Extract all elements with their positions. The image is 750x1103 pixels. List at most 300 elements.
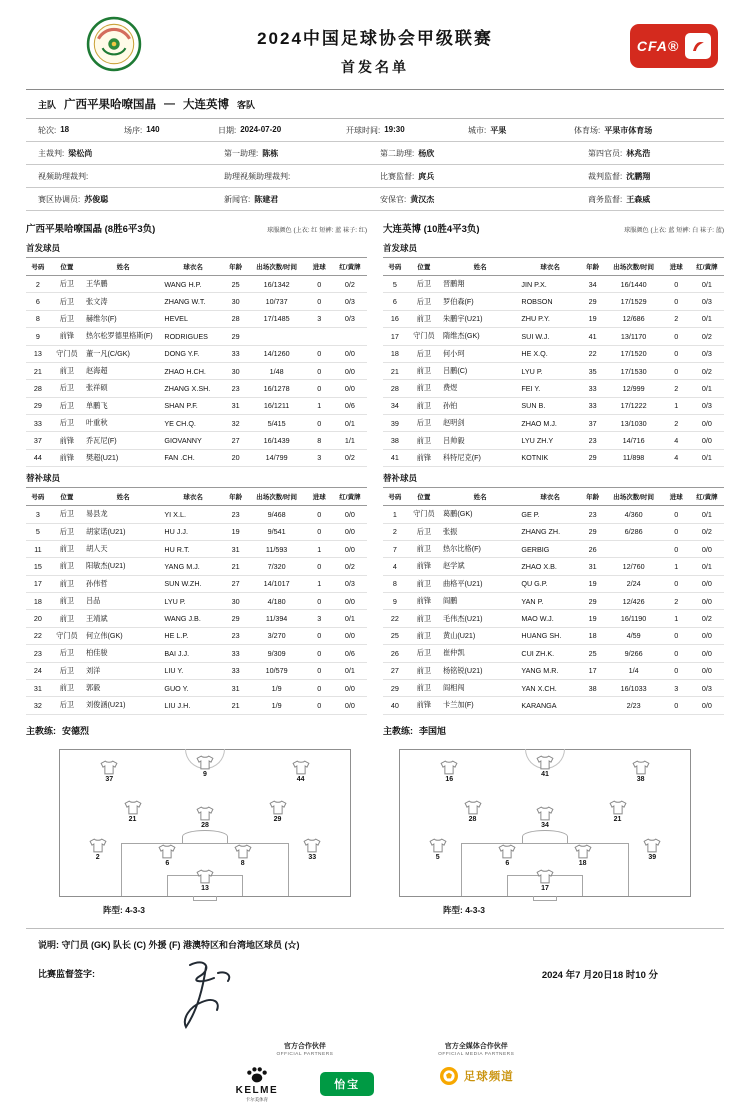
player-cards: 0/2 [333, 276, 367, 293]
player-jersey-name: KOTNIK [519, 449, 580, 466]
column-header: 进球 [663, 258, 690, 276]
player-apps-time: 1/9 [248, 697, 306, 714]
player-goals: 0 [663, 627, 690, 644]
column-header: 红/黄牌 [333, 258, 367, 276]
home-subs-body [26, 506, 367, 715]
player-name: 张祥硕 [84, 380, 162, 397]
jersey-icon [196, 755, 214, 770]
player-cards: 0/2 [690, 523, 724, 540]
player-position: 前卫 [50, 362, 84, 379]
player-marker [94, 760, 124, 783]
player-cards: 0/2 [333, 558, 367, 575]
signature [156, 955, 266, 1039]
player-position: 后卫 [50, 645, 84, 662]
player-name: 晋鹏翔 [441, 276, 519, 293]
player-goals: 0 [663, 523, 690, 540]
player-number: 5 [383, 276, 407, 293]
player-number: 40 [383, 697, 407, 714]
player-goals: 0 [306, 362, 333, 379]
player-goals: 3 [306, 610, 333, 627]
player-marker [263, 800, 293, 823]
player-goals: 0 [663, 328, 690, 345]
player-marker [297, 838, 327, 861]
cfa-emblem-icon [685, 33, 711, 59]
kelme-chinese-name: 卡尔美体育 [245, 1096, 269, 1102]
info-field-label: 体育场: [574, 125, 601, 135]
player-cards: 0/3 [690, 345, 724, 362]
player-cards: 0/2 [690, 610, 724, 627]
player-cards: 0/3 [690, 679, 724, 696]
player-jersey-name: WANG H.P. [162, 276, 223, 293]
player-cards: 0/0 [690, 593, 724, 610]
player-name: 乔瓦尼(F) [84, 432, 162, 449]
player-row [383, 610, 724, 627]
player-cards: 0/1 [333, 415, 367, 432]
info-field-value: 陈栋 [262, 148, 279, 158]
player-marker [530, 869, 560, 892]
player-goals: 0 [306, 293, 333, 310]
column-header: 红/黄牌 [690, 258, 724, 276]
info-field-value: 2024-07-20 [240, 124, 282, 134]
column-header: 年龄 [581, 488, 605, 506]
column-header: 号码 [26, 258, 50, 276]
player-name: 罗伯森(F) [441, 293, 519, 310]
player-age: 23 [224, 627, 248, 644]
player-goals: 4 [663, 449, 690, 466]
info-field-label: 视频助理裁判: [38, 171, 89, 181]
player-age: 41 [581, 328, 605, 345]
player-number: 34 [383, 397, 407, 414]
away-starters-table [383, 257, 724, 467]
match-info-row-1 [26, 119, 724, 142]
player-position: 后卫 [407, 523, 441, 540]
player-cards: 0/0 [333, 523, 367, 540]
info-field [588, 148, 712, 159]
player-name: 崔仲凯 [441, 645, 519, 662]
player-apps-time: 17/1222 [605, 397, 663, 414]
player-goals: 0 [306, 415, 333, 432]
player-row [383, 449, 724, 466]
goal [533, 896, 556, 901]
away-subs-label: 替补球员 [383, 473, 418, 484]
info-field-value: 沈鹏翔 [626, 171, 651, 181]
player-age: 19 [224, 523, 248, 540]
player-cards: 0/0 [690, 415, 724, 432]
player-name: 赫维尔(F) [84, 310, 162, 327]
info-field [224, 148, 380, 159]
player-goals: 1 [306, 540, 333, 557]
column-header: 号码 [383, 258, 407, 276]
player-age: 29 [581, 593, 605, 610]
player-apps-time [605, 540, 663, 557]
official-partners-label-en: OFFICIAL PARTNERS [276, 1051, 334, 1057]
player-goals: 0 [663, 506, 690, 523]
player-cards: 0/0 [333, 540, 367, 557]
player-position: 守门员 [407, 328, 441, 345]
player-age: 29 [224, 328, 248, 345]
player-position: 前锋 [50, 328, 84, 345]
player-number: 8 [26, 310, 50, 327]
player-age: 30 [224, 593, 248, 610]
kelme-paw-icon [246, 1066, 268, 1083]
player-jersey-name: QU G.P. [519, 575, 580, 592]
player-number: 4 [383, 558, 407, 575]
player-name: 胡家诺(U21) [84, 523, 162, 540]
player-goals: 0 [663, 362, 690, 379]
cestbon-logo: 怡宝 [320, 1072, 374, 1096]
player-jersey-name: HU R.T. [162, 540, 223, 557]
home-subs-header-row [26, 488, 367, 506]
player-marker-number: 6 [505, 860, 510, 868]
info-field [380, 171, 588, 182]
jersey-icon [196, 806, 214, 821]
player-row [383, 397, 724, 414]
player-age: 22 [581, 345, 605, 362]
player-cards: 0/1 [690, 558, 724, 575]
jersey-icon [574, 844, 592, 859]
player-jersey-name: KARANGA [519, 697, 580, 714]
player-goals: 0 [663, 276, 690, 293]
info-field [38, 171, 224, 182]
away-subs-table [383, 487, 724, 715]
player-jersey-name: YANG M.J. [162, 558, 223, 575]
player-name: 葛鹏(GK) [441, 506, 519, 523]
info-field-value: 19:30 [384, 124, 405, 134]
player-position: 后卫 [50, 397, 84, 414]
player-cards: 0/0 [333, 627, 367, 644]
player-position: 后卫 [50, 506, 84, 523]
player-name: 热尔比格(F) [441, 540, 519, 557]
player-name: 张振 [441, 523, 519, 540]
column-header: 号码 [26, 488, 50, 506]
info-field [124, 125, 218, 136]
player-jersey-name: SHAN P.F. [162, 397, 223, 414]
player-jersey-name: GIOVANNY [162, 432, 223, 449]
player-name: 科特尼克(F) [441, 449, 519, 466]
player-age: 27 [224, 432, 248, 449]
player-jersey-name: LYU ZH.Y [519, 432, 580, 449]
info-field [38, 194, 224, 205]
player-jersey-name: YE CH.Q. [162, 415, 223, 432]
player-number: 28 [383, 380, 407, 397]
player-apps-time: 3/270 [248, 627, 306, 644]
player-age: 19 [581, 310, 605, 327]
player-row [26, 575, 367, 592]
info-field-label: 裁判监督: [588, 171, 623, 181]
player-position: 前卫 [50, 575, 84, 592]
player-name: 曲格平(U21) [441, 575, 519, 592]
player-marker-number: 17 [541, 885, 549, 893]
column-header: 位置 [50, 488, 84, 506]
info-field [574, 125, 712, 136]
media-partners-label-en: OFFICIAL MEDIA PARTNERS [438, 1051, 515, 1057]
player-row [383, 645, 724, 662]
player-age: 37 [581, 415, 605, 432]
player-row [26, 397, 367, 414]
page-subtitle: 首发名单 [341, 59, 409, 75]
player-name: 热尔松罗德里格斯(F) [84, 328, 162, 345]
info-field [346, 125, 468, 136]
player-name: 赵学斌 [441, 558, 519, 575]
info-field-label: 开球时间: [346, 125, 381, 135]
player-cards: 0/6 [333, 645, 367, 662]
player-age: 18 [581, 627, 605, 644]
match-info-row-4 [26, 188, 724, 211]
player-row [26, 610, 367, 627]
player-name: 阎相闯 [441, 679, 519, 696]
player-name: 叶重秋 [84, 415, 162, 432]
player-name: 阎鹏 [441, 593, 519, 610]
player-marker-number: 6 [165, 860, 170, 868]
player-cards: 0/0 [690, 662, 724, 679]
club-badge-icon [86, 16, 142, 72]
player-marker [423, 838, 453, 861]
player-age: 34 [581, 276, 605, 293]
player-cards [333, 328, 367, 345]
player-age: 21 [224, 558, 248, 575]
jersey-icon [429, 838, 447, 853]
player-row [26, 697, 367, 714]
player-jersey-name: DONG Y.F. [162, 345, 223, 362]
vs-dash: — [164, 98, 176, 110]
player-goals: 1 [663, 610, 690, 627]
player-number: 25 [383, 627, 407, 644]
player-apps-time: 4/59 [605, 627, 663, 644]
player-name: 吕品 [84, 593, 162, 610]
player-cards: 0/2 [690, 328, 724, 345]
player-age [581, 697, 605, 714]
info-field [588, 171, 712, 182]
player-jersey-name: ZHAO M.J. [519, 415, 580, 432]
column-header: 年龄 [224, 258, 248, 276]
player-marker-number: 18 [578, 860, 587, 868]
column-header: 进球 [306, 258, 333, 276]
jersey-icon [89, 838, 107, 853]
player-jersey-name: ZHANG X.SH. [162, 380, 223, 397]
player-position: 前卫 [407, 627, 441, 644]
player-jersey-name: YAN X.CH. [519, 679, 580, 696]
player-apps-time: 17/1520 [605, 345, 663, 362]
column-header: 球衣名 [519, 488, 580, 506]
player-cards: 0/0 [333, 506, 367, 523]
away-subs-header-row [383, 488, 724, 506]
info-field [468, 125, 574, 136]
info-field-label: 赛区协调员: [38, 194, 81, 204]
player-cards: 0/2 [690, 362, 724, 379]
player-jersey-name: HU J.J. [162, 523, 223, 540]
player-age: 20 [224, 449, 248, 466]
player-position: 前卫 [407, 397, 441, 414]
player-row [383, 293, 724, 310]
player-apps-time: 16/1439 [248, 432, 306, 449]
player-position: 前卫 [50, 558, 84, 575]
player-marker-number: 16 [445, 775, 454, 783]
player-name: 阳敏杰(U21) [84, 558, 162, 575]
player-name: 卡兰加(F) [441, 697, 519, 714]
info-field-value: 平果市体育场 [604, 125, 653, 135]
player-position: 守门员 [50, 345, 84, 362]
player-apps-time: 12/426 [605, 593, 663, 610]
player-position: 前卫 [407, 679, 441, 696]
player-age: 27 [224, 575, 248, 592]
player-position: 前卫 [407, 662, 441, 679]
player-marker [190, 869, 220, 892]
away-starters-label: 首发球员 [383, 243, 418, 253]
player-age: 26 [581, 540, 605, 557]
away-roster-column [383, 217, 724, 715]
jersey-icon [536, 755, 554, 770]
player-number: 2 [383, 523, 407, 540]
player-apps-time: 12/760 [605, 558, 663, 575]
player-jersey-name: MAO W.J. [519, 610, 580, 627]
info-field-value: 140 [146, 124, 160, 134]
player-cards: 0/1 [690, 506, 724, 523]
player-row [383, 575, 724, 592]
home-coach-name: 安德烈 [62, 725, 90, 736]
player-age: 31 [581, 558, 605, 575]
player-position: 前卫 [407, 432, 441, 449]
away-kit-colors: 球服颜色 (上衣: 蓝 短裤: 白 袜子: 蓝) [623, 227, 724, 234]
player-goals: 0 [306, 662, 333, 679]
home-roster-column [26, 217, 367, 715]
jersey-icon [536, 806, 554, 821]
match-info-row-2 [26, 142, 724, 165]
player-row [383, 328, 724, 345]
player-row [383, 345, 724, 362]
header [26, 8, 724, 90]
player-age: 30 [224, 362, 248, 379]
player-position: 前卫 [50, 610, 84, 627]
player-name: 郭毅 [84, 679, 162, 696]
player-apps-time: 9/266 [605, 645, 663, 662]
player-row [26, 449, 367, 466]
player-goals: 0 [306, 558, 333, 575]
home-formation-label: 阵型: 4-3-3 [103, 904, 146, 915]
kelme-wordmark: KELME [235, 1084, 279, 1096]
player-goals: 0 [306, 506, 333, 523]
home-subs-table [26, 487, 367, 715]
home-team-name: 广西平果哈嘹国晶 [64, 99, 157, 111]
player-row [383, 276, 724, 293]
jersey-icon [124, 800, 142, 815]
player-goals: 0 [306, 593, 333, 610]
player-row [383, 679, 724, 696]
player-apps-time: 14/799 [248, 449, 306, 466]
player-marker-number: 5 [435, 854, 440, 862]
jersey-icon [196, 869, 214, 884]
player-apps-time: 16/1278 [248, 380, 306, 397]
info-field [588, 194, 712, 205]
player-cards: 0/2 [333, 449, 367, 466]
player-marker [190, 806, 220, 829]
player-age: 19 [581, 610, 605, 627]
player-goals: 4 [663, 432, 690, 449]
player-position: 前卫 [407, 380, 441, 397]
player-goals: 0 [663, 345, 690, 362]
page-title: 2024中国足球协会甲级联赛 [257, 29, 493, 48]
info-field-label: 新闻官: [224, 194, 251, 204]
player-number: 41 [383, 449, 407, 466]
player-age: 33 [224, 345, 248, 362]
player-row [26, 523, 367, 540]
player-number: 15 [26, 558, 50, 575]
player-apps-time: 11/394 [248, 610, 306, 627]
player-marker [458, 800, 488, 823]
player-row [383, 697, 724, 714]
player-number: 22 [383, 610, 407, 627]
player-apps-time: 17/1529 [605, 293, 663, 310]
player-row [383, 415, 724, 432]
player-apps-time: 9/541 [248, 523, 306, 540]
player-age: 33 [224, 662, 248, 679]
player-name: 毛伟杰(U21) [441, 610, 519, 627]
player-jersey-name: HE X.Q. [519, 345, 580, 362]
column-header: 球衣名 [162, 488, 223, 506]
player-position: 后卫 [407, 345, 441, 362]
player-jersey-name: ZHAO X.B. [519, 558, 580, 575]
player-name: 易县龙 [84, 506, 162, 523]
player-cards: 0/3 [690, 397, 724, 414]
away-formation [399, 749, 691, 916]
player-row [26, 506, 367, 523]
info-field-label: 安保官: [380, 194, 407, 204]
column-header: 进球 [306, 488, 333, 506]
player-row [26, 276, 367, 293]
player-jersey-name: FAN .CH. [162, 449, 223, 466]
away-subs-body [383, 506, 724, 715]
player-row [26, 310, 367, 327]
player-goals: 1 [663, 558, 690, 575]
formation-diagrams [26, 739, 724, 916]
player-cards: 0/1 [333, 610, 367, 627]
player-goals: 0 [306, 627, 333, 644]
player-number: 24 [26, 662, 50, 679]
player-age: 32 [224, 415, 248, 432]
player-name: 柏佳骏 [84, 645, 162, 662]
jersey-icon [536, 869, 554, 884]
signature-area [26, 955, 724, 1041]
player-age: 29 [581, 449, 605, 466]
player-goals: 0 [306, 345, 333, 362]
info-field [38, 148, 224, 159]
player-marker [83, 838, 113, 861]
player-position: 前卫 [50, 679, 84, 696]
player-age: 31 [224, 397, 248, 414]
player-position: 守门员 [50, 627, 84, 644]
player-row [383, 593, 724, 610]
player-number: 21 [383, 362, 407, 379]
player-jersey-name: SUI W.J. [519, 328, 580, 345]
player-cards: 0/0 [690, 575, 724, 592]
football-channel-wordmark: 足球频道 [463, 1070, 514, 1083]
player-position: 前卫 [50, 593, 84, 610]
player-marker-number: 28 [468, 816, 477, 824]
player-marker-number: 8 [240, 860, 245, 868]
player-name: 费煜 [441, 380, 519, 397]
player-apps-time: 14/716 [605, 432, 663, 449]
player-row [383, 540, 724, 557]
player-cards: 0/0 [690, 540, 724, 557]
kelme-logo [236, 1066, 279, 1103]
player-goals: 0 [306, 645, 333, 662]
home-starters-table [26, 257, 367, 467]
player-age: 23 [224, 380, 248, 397]
player-row [383, 627, 724, 644]
player-cards: 0/0 [333, 697, 367, 714]
player-position: 前卫 [407, 610, 441, 627]
player-number: 28 [26, 380, 50, 397]
player-row [26, 293, 367, 310]
